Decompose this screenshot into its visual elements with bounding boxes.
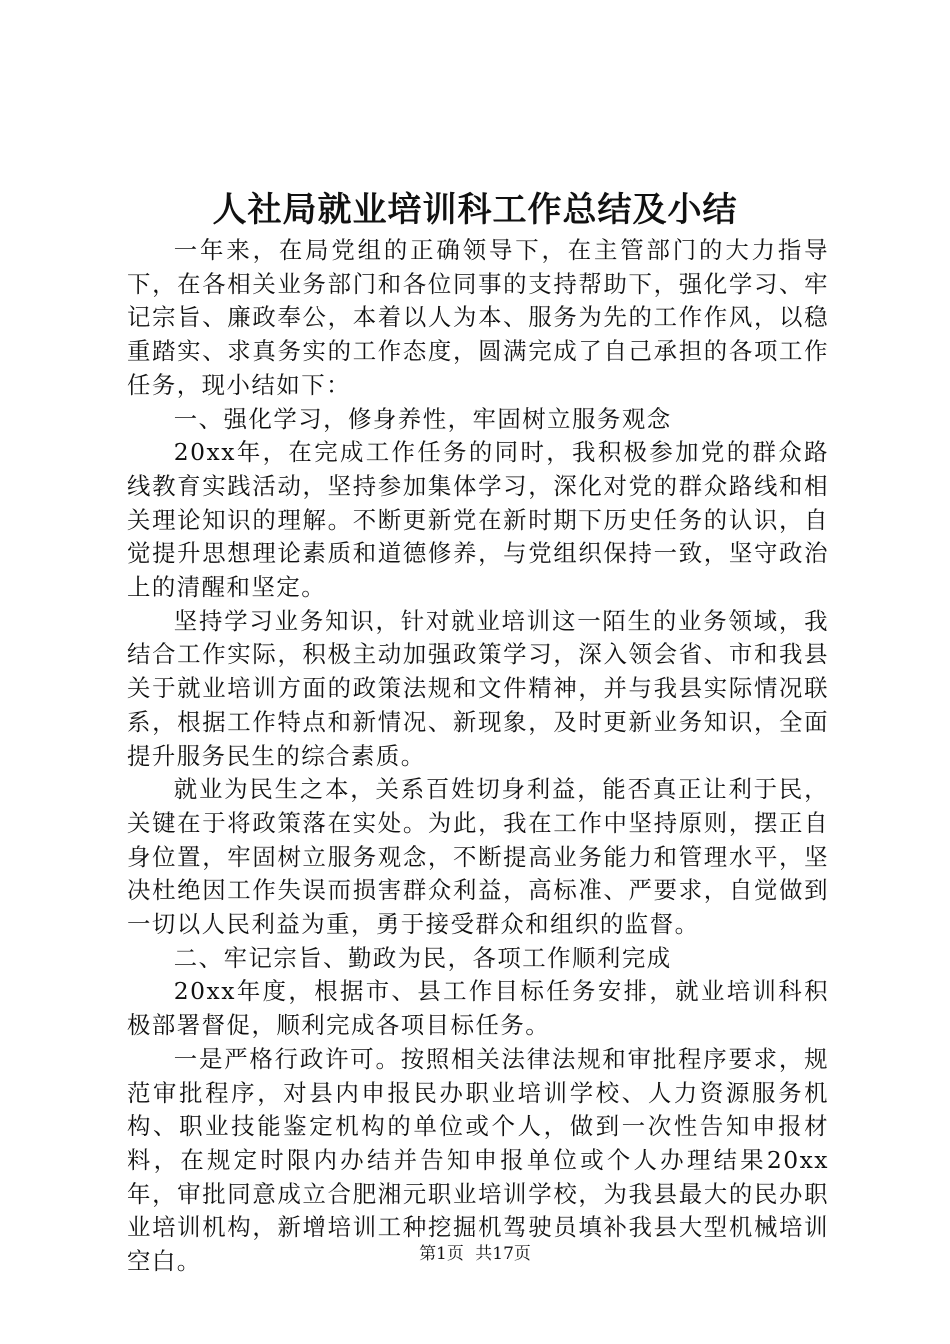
page-total: 共17页 xyxy=(475,1244,531,1264)
page-footer xyxy=(0,1242,950,1266)
paragraph: 坚持学习业务知识，针对就业培训这一陌生的业务领域，我结合工作实际，积极主动加强政策学习，深入领会省、市和我县关于就业培训方面的政策法规和文件精神，并与我县实际情况联系，根据工作特点和新情况、新现象，及时更新业务知识，全面提升服务民生的综合素质。 xyxy=(127,606,829,770)
paragraph: 20xx年，在完成工作任务的同时，我积极参加党的群众路线教育实践活动，坚持参加集体学习，深化对党的群众路线和相关理论知识的理解。不断更新党在新时期下历史任务的认识，自觉提升思想理论素质和道德修养，与党组织保持一致，坚守政治上的清醒和坚定。 xyxy=(127,438,829,602)
paragraph: 20xx年度，根据市、县工作目标任务安排，就业培训科积极部署督促，顺利完成各项目标任务。 xyxy=(127,977,829,1040)
section-heading: 一、强化学习，修身养性，牢固树立服务观念 xyxy=(173,404,672,433)
section-heading: 二、牢记宗旨、勤政为民，各项工作顺利完成 xyxy=(173,943,672,972)
paragraph: 一是严格行政许可。按照相关法律法规和审批程序要求，规范审批程序，对县内申报民办职业培训学校、人力资源服务机构、职业技能鉴定机构的单位或个人，做到一次性告知申报材料，在规定时限内办结并告知申报单位或个人办理结果20xx年，审批同意成立合肥湘元职业培训学校，为我县最大的民办职业培训机构，新增培训工种挖掘机驾驶员填补我县大型机械培训空白。 xyxy=(127,1044,829,1276)
paragraph: 一年来，在局党组的正确领导下，在主管部门的大力指导下，在各相关业务部门和各位同事的支持帮助下，强化学习、牢记宗旨、廉政奉公，本着以人为本、服务为先的工作作风，以稳重踏实、求真务实的工作态度，圆满完成了自己承担的各项工作任务，现小结如下： xyxy=(127,236,829,399)
paragraph: 就业为民生之本，关系百姓切身利益，能否真正让利于民，关键在于将政策落在实处。为此，我在工作中坚持原则，摆正自身位置，牢固树立服务观念，不断提高业务能力和管理水平，坚决杜绝因工作失误而损害群众利益，高标准、严要求，自觉做到一切以人民利益为重，勇于接受群众和组织的监督。 xyxy=(127,775,829,939)
document-title: 人社局就业培训科工作总结及小结 xyxy=(212,190,738,230)
page-number: 第1页 xyxy=(419,1244,464,1264)
document-body xyxy=(127,234,829,1279)
